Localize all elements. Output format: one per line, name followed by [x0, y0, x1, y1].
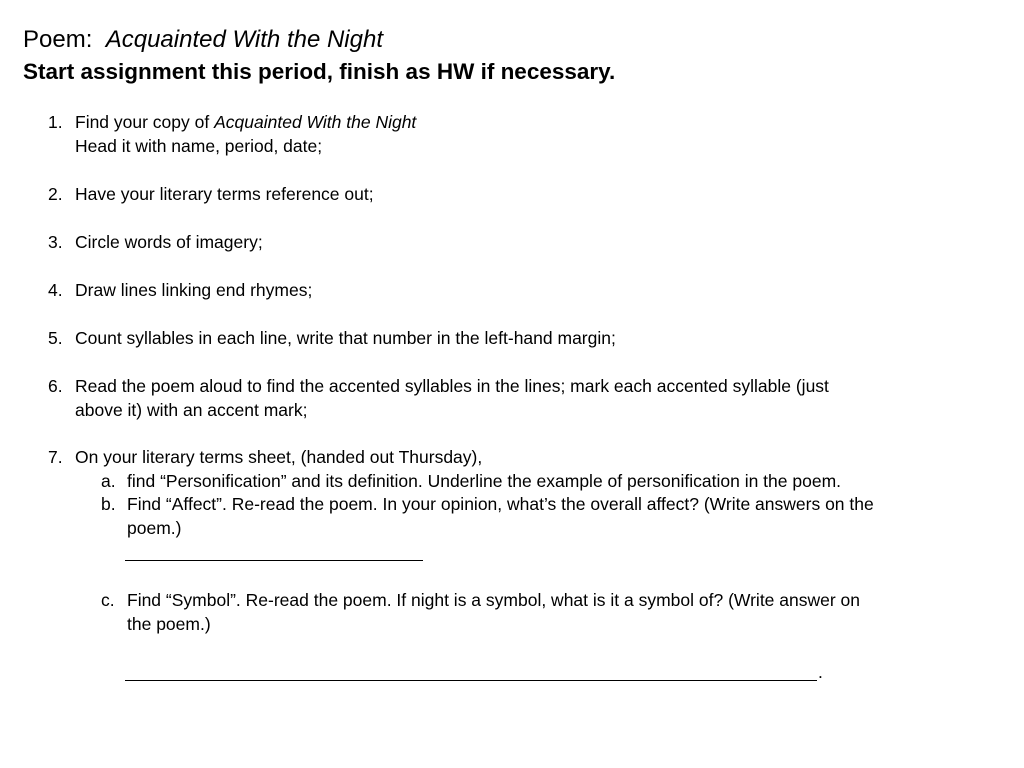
step-7b-text: Find “Affect”. Re-read the poem. In your opinion, what’s the overall affect? (Write answers on the — [127, 494, 874, 514]
step-7a-letter: a. — [101, 471, 116, 491]
step-7c-letter: c. — [101, 590, 115, 610]
step-5-number: 5. — [48, 328, 63, 348]
poem-label: Poem: — [23, 26, 93, 53]
step-1-text-italic: Acquainted With the Night — [214, 112, 417, 132]
step-6-text: Read the poem aloud to find the accented syllables in the lines; mark each accented syllable (just — [75, 376, 829, 396]
step-2-text: Have your literary terms reference out; — [75, 184, 374, 204]
step-7b-letter: b. — [101, 494, 116, 514]
step-3-text: Circle words of imagery; — [75, 232, 263, 252]
step-6-line2: above it) with an accent mark; — [75, 400, 308, 420]
step-4-text: Draw lines linking end rhymes; — [75, 280, 313, 300]
step-7-number: 7. — [48, 447, 63, 467]
step-7a-text: find “Personification” and its definition. Underline the example of personification in the poem. — [127, 471, 842, 491]
step-7c-answer-blank — [125, 680, 817, 681]
step-6-number: 6. — [48, 376, 63, 396]
poem-title: Acquainted With the Night — [105, 26, 383, 53]
step-1-line2: Head it with name, period, date; — [75, 136, 323, 156]
step-7c-end-punct: . — [818, 662, 823, 682]
assignment-subtitle: Start assignment this period, finish as HW if necessary. — [23, 59, 616, 84]
step-7c-line2: the poem.) — [127, 614, 211, 634]
step-7c-text: Find “Symbol”. Re-read the poem. If night is a symbol, what is it a symbol of? (Write answer on — [127, 590, 861, 610]
step-5-text: Count syllables in each line, write that number in the left-hand margin; — [75, 328, 616, 348]
step-1-text-before: Find your copy of — [75, 112, 215, 132]
step-1-number: 1. — [48, 112, 63, 132]
step-7b-answer-blank — [125, 560, 423, 561]
step-2-number: 2. — [48, 184, 63, 204]
step-7-text: On your literary terms sheet, (handed out Thursday), — [75, 447, 483, 467]
step-4-number: 4. — [48, 280, 63, 300]
step-7b-line2: poem.) — [127, 518, 182, 538]
step-1-text — [75, 112, 416, 133]
step-3-number: 3. — [48, 232, 63, 252]
poem-heading — [23, 26, 383, 54]
